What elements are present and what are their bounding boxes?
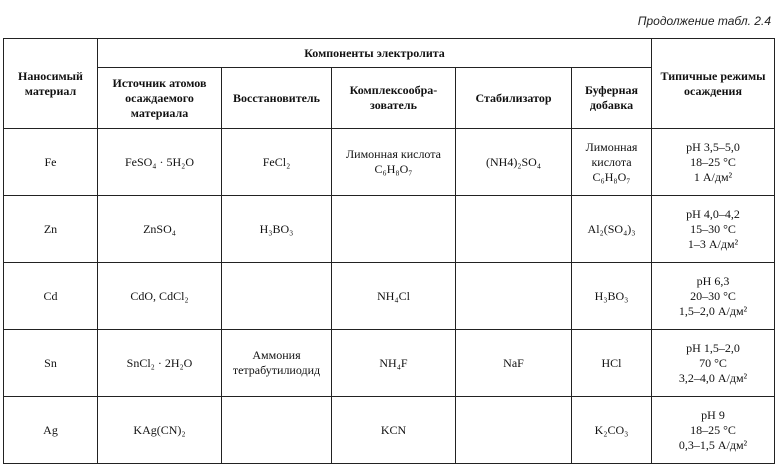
- cell-stabilizer: NaF: [456, 330, 572, 397]
- cell-line: 20–30 °C: [690, 288, 736, 303]
- cell-line: 1 А/дм²: [693, 169, 733, 184]
- header-stabilizer: Стабилизатор: [456, 68, 572, 129]
- header-material: Наносимый материал: [4, 39, 98, 129]
- cell-stabilizer: [456, 196, 572, 263]
- cell-source: FeSO₄ · 5H₂O: [98, 129, 222, 196]
- cell-modes: [652, 397, 775, 464]
- cell-line: HCl: [601, 355, 622, 370]
- table-row: [4, 129, 775, 196]
- table-row: [4, 330, 775, 397]
- cell-line: Al₂(SO₄)₃: [587, 221, 636, 236]
- cell-stabilizer: [456, 397, 572, 464]
- cell-stabilizer: [456, 263, 572, 330]
- cell-stabilizer: (NH4)₂SO₄: [456, 129, 572, 196]
- cell-buffer: [572, 263, 652, 330]
- cell-complexing: [332, 397, 456, 464]
- table-row: [4, 196, 775, 263]
- cell-line: H₃BO₃: [594, 288, 629, 303]
- cell-line: 1–3 А/дм²: [687, 236, 739, 251]
- cell-reducer: FeCl₂: [222, 129, 332, 196]
- cell-buffer: [572, 129, 652, 196]
- cell-modes: [652, 196, 775, 263]
- cell-line: 0,3–1,5 А/дм²: [678, 437, 748, 452]
- cell-source: ZnSO₄: [98, 196, 222, 263]
- cell-line: 3,2–4,0 А/дм²: [678, 370, 748, 385]
- cell-complexing: [332, 330, 456, 397]
- cell-complexing: [332, 196, 456, 263]
- cell-line: pH 6,3: [696, 273, 730, 288]
- table-row: [4, 397, 775, 464]
- cell-modes: [652, 129, 775, 196]
- cell-reducer: [222, 397, 332, 464]
- cell-material: Fe: [4, 129, 98, 196]
- table-row: [4, 263, 775, 330]
- cell-reducer: [222, 263, 332, 330]
- header-complexing: Комплексообра-зователь: [332, 68, 456, 129]
- cell-reducer: H₃BO₃: [222, 196, 332, 263]
- header-components: Компоненты электролита: [98, 39, 652, 68]
- cell-line: C₆H₈O₇: [374, 162, 413, 176]
- cell-line: 70 °C: [699, 355, 727, 370]
- cell-source: KAg(CN)₂: [98, 397, 222, 464]
- cell-material: Cd: [4, 263, 98, 330]
- header-modes: Типичные режимы осаждения: [652, 39, 775, 129]
- cell-line: pH 1,5–2,0: [686, 340, 740, 355]
- cell-line: pH 9: [701, 407, 725, 422]
- cell-line: pH 4,0–4,2: [686, 206, 740, 221]
- cell-line: NH₄Cl: [377, 288, 410, 303]
- header-reducer: Восстановитель: [222, 68, 332, 129]
- cell-material: Ag: [4, 397, 98, 464]
- header-source: Источник атомов осаждаемого материала: [98, 68, 222, 129]
- cell-line: Лимонная кислота: [346, 147, 441, 161]
- table-body: [4, 129, 775, 464]
- cell-buffer: [572, 196, 652, 263]
- cell-material: Sn: [4, 330, 98, 397]
- cell-line: KCN: [380, 422, 407, 437]
- cell-complexing: [332, 263, 456, 330]
- cell-source: SnCl₂ · 2H₂O: [98, 330, 222, 397]
- cell-line: Лимонная: [585, 139, 638, 154]
- cell-line: C₆H₈O₇: [592, 169, 631, 184]
- cell-line: 18–25 °C: [690, 154, 736, 169]
- cell-line: 1,5–2,0 А/дм²: [678, 303, 748, 318]
- electrolyte-table: [3, 38, 775, 464]
- cell-modes: [652, 263, 775, 330]
- cell-material: Zn: [4, 196, 98, 263]
- cell-line: 15–30 °C: [690, 221, 736, 236]
- cell-line: NH₄F: [379, 355, 408, 370]
- cell-modes: [652, 330, 775, 397]
- cell-line: pH 3,5–5,0: [686, 139, 740, 154]
- header-buffer: Буферная добавка: [572, 68, 652, 129]
- cell-buffer: [572, 397, 652, 464]
- cell-line: K₂CO₃: [594, 422, 629, 437]
- cell-source: CdO, CdCl₂: [98, 263, 222, 330]
- cell-reducer: Аммония тетрабутилиодид: [222, 330, 332, 397]
- cell-line: 18–25 °C: [690, 422, 736, 437]
- cell-complexing: [332, 129, 456, 196]
- cell-line: кислота: [591, 154, 632, 169]
- cell-buffer: [572, 330, 652, 397]
- table-caption: Продолжение табл. 2.4: [637, 14, 771, 28]
